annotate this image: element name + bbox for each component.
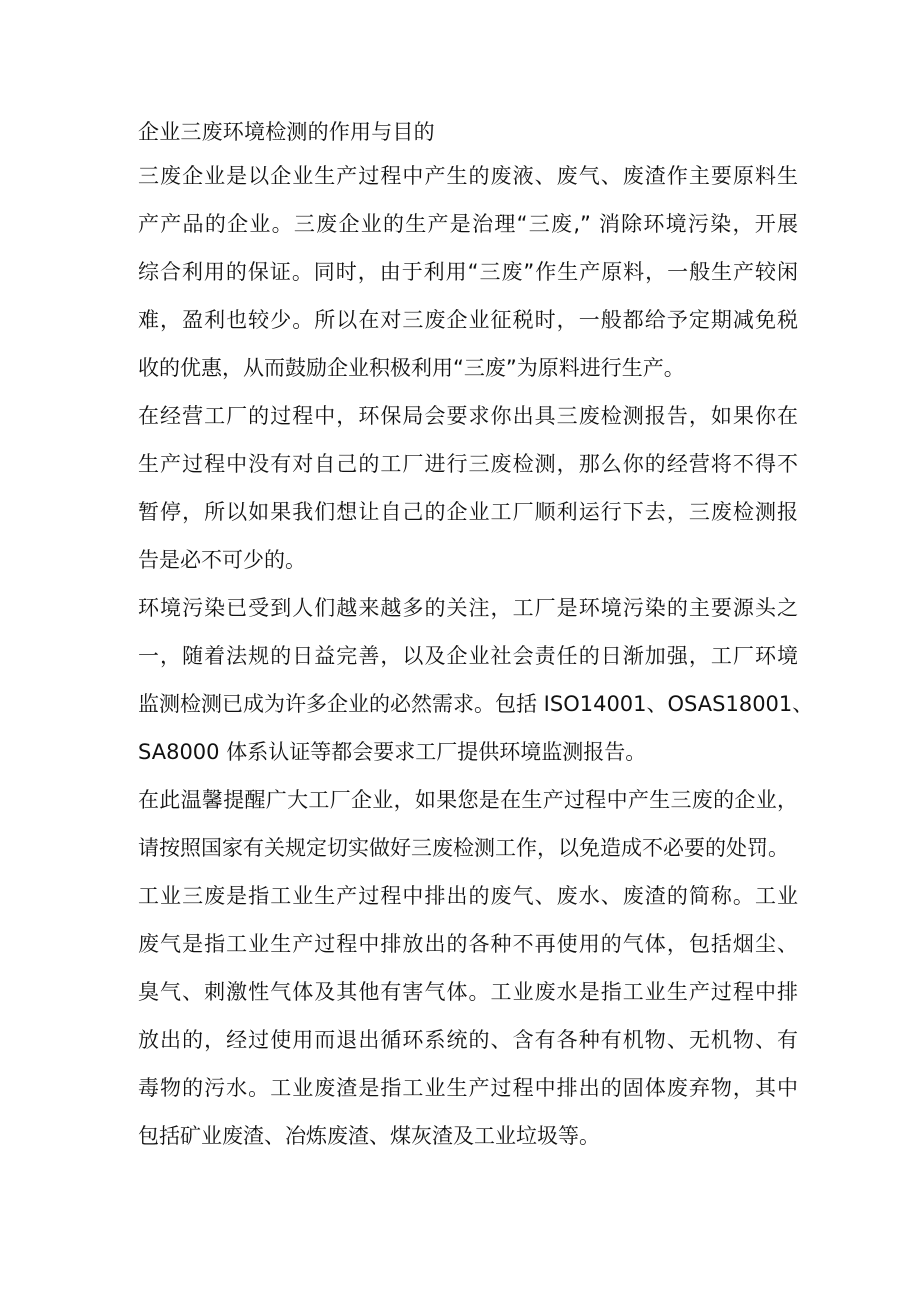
text-line: 暂停，所以如果我们想让自己的企业工厂顺利运行下去，三废检测报 <box>138 500 798 524</box>
text-line: 放出的，经过使用而退出循环系统的、含有各种有机物、无机物、有 <box>138 1028 798 1052</box>
text-line: 生产过程中没有对自己的工厂进行三废检测，那么你的经营将不得不 <box>138 452 798 476</box>
text-line: 监测检测已成为许多企业的必然需求。包括 ISO14001、OSAS18001、 <box>138 692 814 716</box>
paragraph-inspection-report <box>138 392 798 584</box>
paragraph-reminder <box>138 776 798 872</box>
text-line: 在此温馨提醒广大工厂企业，如果您是在生产过程中产生三废的企业， <box>138 788 798 812</box>
text-line: 环境污染已受到人们越来越多的关注，工厂是环境污染的主要源头之 <box>138 596 798 620</box>
text-line: 难，盈利也较少。所以在对三废企业征税时，一般都给予定期减免税 <box>138 308 798 332</box>
text-line: 毒物的污水。工业废渣是指工业生产过程中排出的固体废弃物，其中 <box>138 1076 798 1100</box>
paragraph-environmental-monitoring <box>138 584 814 776</box>
text-line: SA8000 体系认证等都会要求工厂提供环境监测报告。 <box>138 740 647 764</box>
text-line: 请按照国家有关规定切实做好三废检测工作，以免造成不必要的处罚。 <box>138 836 789 860</box>
text-line: 三废企业是以企业生产过程中产生的废液、废气、废渣作主要原料生 <box>138 164 798 188</box>
text-line: 收的优惠，从而鼓励企业积极利用“三废”为原料进行生产。 <box>138 356 685 380</box>
text-line: 包括矿业废渣、冶炼废渣、煤灰渣及工业垃圾等。 <box>138 1124 600 1148</box>
text-line: 告是必不可少的。 <box>138 548 306 572</box>
document-title: 企业三废环境检测的作用与目的 <box>138 120 435 144</box>
text-line: 在经营工厂的过程中，环保局会要求你出具三废检测报告，如果你在 <box>138 404 798 428</box>
paragraph-industrial-three-waste <box>138 872 798 1160</box>
text-line: 综合利用的保证。同时，由于利用“三废”作生产原料，一般生产较闲 <box>138 260 798 284</box>
text-line: 工业三废是指工业生产过程中排出的废气、废水、废渣的简称。工业 <box>138 884 798 908</box>
paragraph-three-waste-enterprises <box>138 152 798 392</box>
text-line: 一，随着法规的日益完善，以及企业社会责任的日渐加强，工厂环境 <box>138 644 798 668</box>
document-body <box>138 112 814 1160</box>
text-line: 产产品的企业。三废企业的生产是治理“三废,” 消除环境污染，开展 <box>138 212 798 236</box>
text-line: 废气是指工业生产过程中排放出的各种不再使用的气体，包括烟尘、 <box>138 932 798 956</box>
text-line: 臭气、刺激性气体及其他有害气体。工业废水是指工业生产过程中排 <box>138 980 798 1004</box>
